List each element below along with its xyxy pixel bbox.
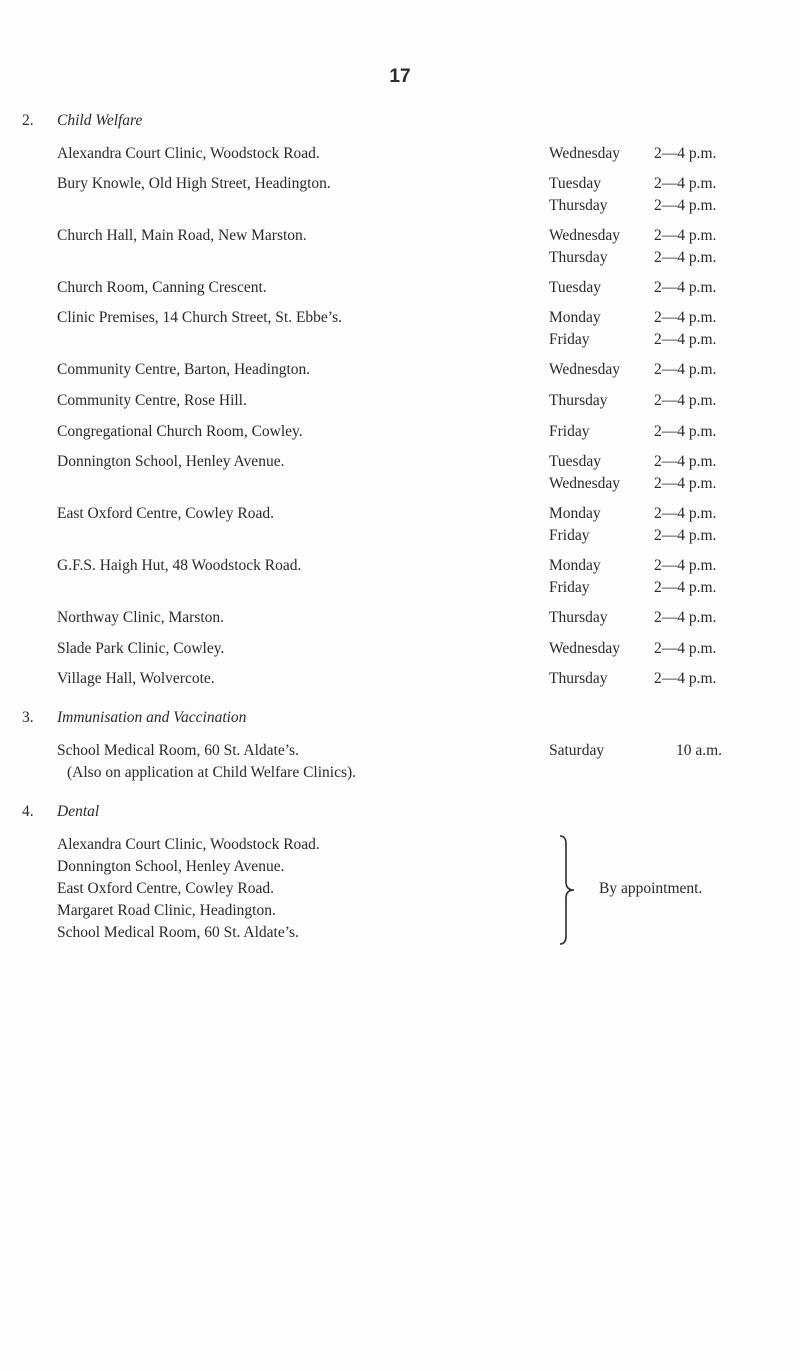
session-time: 2—4 p.m. — [654, 197, 717, 214]
brace-icon — [556, 834, 582, 946]
session-time: 2—4 p.m. — [654, 475, 717, 492]
clinic-location: Community Centre, Rose Hill. — [57, 392, 247, 409]
clinic-location: G.F.S. Haigh Hut, 48 Woodstock Road. — [57, 557, 302, 574]
session-day: Thursday — [549, 197, 608, 214]
session-day: Thursday — [549, 249, 608, 266]
clinic-location: Church Hall, Main Road, New Marston. — [57, 227, 307, 244]
session-time: 2—4 p.m. — [654, 453, 717, 470]
session-day: Monday — [549, 309, 601, 326]
clinic-location: Bury Knowle, Old High Street, Headington. — [57, 175, 331, 192]
session-day: Tuesday — [549, 453, 601, 470]
session-time: 2—4 p.m. — [654, 505, 717, 522]
session-time: 2—4 p.m. — [654, 227, 717, 244]
session-time: 2—4 p.m. — [654, 609, 717, 626]
clinic-location: Congregational Church Room, Cowley. — [57, 423, 303, 440]
session-day: Friday — [549, 527, 590, 544]
session-time: 2—4 p.m. — [654, 392, 717, 409]
session-time: 2—4 p.m. — [654, 279, 717, 296]
session-day: Thursday — [549, 392, 608, 409]
session-time: 2—4 p.m. — [654, 670, 717, 687]
session-day: Tuesday — [549, 279, 601, 296]
section-number: 4. — [22, 803, 34, 820]
clinic-location: Donnington School, Henley Avenue. — [57, 453, 285, 470]
clinic-location: Donnington School, Henley Avenue. — [57, 858, 285, 875]
session-day: Friday — [549, 579, 590, 596]
session-time: 2—4 p.m. — [654, 423, 717, 440]
session-day: Tuesday — [549, 175, 601, 192]
session-time: 2—4 p.m. — [654, 175, 717, 192]
clinic-location: Clinic Premises, 14 Church Street, St. Ebbe’s. — [57, 309, 343, 326]
session-day: Wednesday — [549, 145, 621, 162]
clinic-location: Northway Clinic, Marston. — [57, 609, 225, 626]
session-day: Thursday — [549, 670, 608, 687]
session-day: Monday — [549, 557, 601, 574]
session-day: Wednesday — [549, 361, 621, 378]
session-time: 2—4 p.m. — [654, 145, 717, 162]
appointment-note: By appointment. — [599, 880, 703, 897]
section-title: Child Welfare — [57, 112, 143, 129]
section-title: Dental — [57, 803, 100, 820]
clinic-location: Community Centre, Barton, Headington. — [57, 361, 311, 378]
clinic-location: School Medical Room, 60 St. Aldate’s. — [57, 742, 299, 759]
session-day: Friday — [549, 423, 590, 440]
session-day: Wednesday — [549, 640, 621, 657]
page-number: 17 — [389, 66, 411, 87]
session-time: 2—4 p.m. — [654, 640, 717, 657]
clinic-location: Church Room, Canning Crescent. — [57, 279, 267, 296]
session-time: 2—4 p.m. — [654, 309, 717, 326]
session-time: 2—4 p.m. — [654, 249, 717, 266]
clinic-location: School Medical Room, 60 St. Aldate’s. — [57, 924, 299, 941]
session-time: 2—4 p.m. — [654, 361, 717, 378]
clinic-location: Alexandra Court Clinic, Woodstock Road. — [57, 145, 320, 162]
session-day: Monday — [549, 505, 601, 522]
session-day: Wednesday — [549, 475, 621, 492]
section-note: (Also on application at Child Welfare Clinics). — [67, 764, 357, 781]
session-time: 2—4 p.m. — [654, 331, 717, 348]
clinic-location: Margaret Road Clinic, Headington. — [57, 902, 276, 919]
clinic-location: Alexandra Court Clinic, Woodstock Road. — [57, 836, 320, 853]
session-day: Saturday — [549, 742, 605, 759]
section-title: Immunisation and Vaccination — [57, 709, 247, 726]
session-time: 2—4 p.m. — [654, 527, 717, 544]
clinic-location: East Oxford Centre, Cowley Road. — [57, 880, 274, 897]
session-time: 2—4 p.m. — [654, 579, 717, 596]
section-number: 2. — [22, 112, 34, 129]
session-time: 2—4 p.m. — [654, 557, 717, 574]
session-day: Thursday — [549, 609, 608, 626]
session-day: Friday — [549, 331, 590, 348]
session-time: 10 a.m. — [676, 742, 723, 759]
section-number: 3. — [22, 709, 34, 726]
clinic-location: Village Hall, Wolvercote. — [57, 670, 215, 687]
clinic-location: Slade Park Clinic, Cowley. — [57, 640, 225, 657]
session-day: Wednesday — [549, 227, 621, 244]
clinic-location: East Oxford Centre, Cowley Road. — [57, 505, 274, 522]
